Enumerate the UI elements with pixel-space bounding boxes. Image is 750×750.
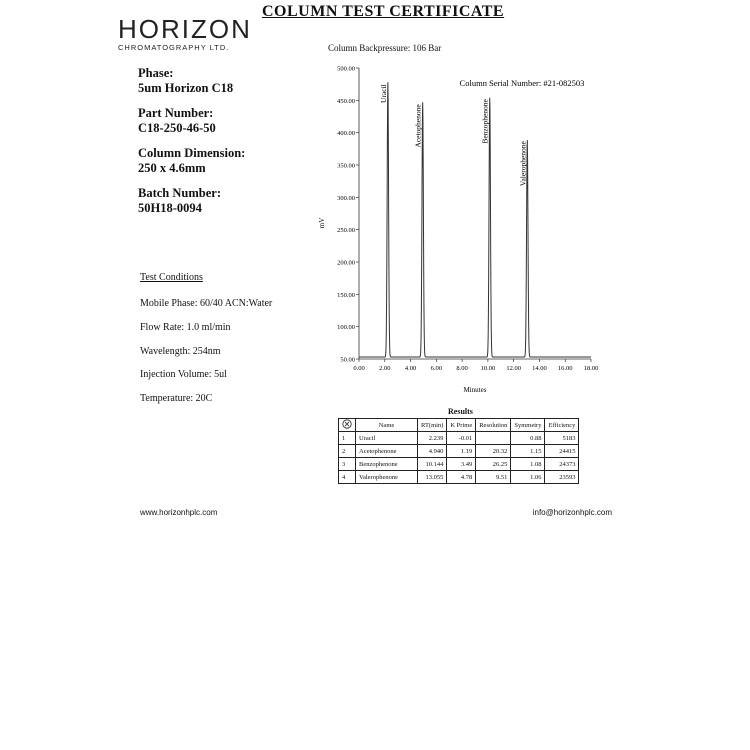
cell-index: 1	[339, 432, 356, 445]
company-logo	[118, 14, 252, 52]
cell-index: 3	[339, 458, 356, 471]
column-header-name: Name	[356, 419, 418, 432]
cell-kprime: 1.19	[447, 445, 476, 458]
x-tick-label: 8.00	[456, 365, 468, 372]
condition-flow-rate: Flow Rate: 1.0 ml/min	[140, 322, 231, 333]
cell-kprime: 4.78	[447, 471, 476, 484]
cell-symmetry: 1.15	[511, 445, 545, 458]
cell-index: 4	[339, 471, 356, 484]
cell-symmetry: 0.88	[511, 432, 545, 445]
x-tick-label: 6.00	[430, 365, 443, 372]
spec-label: Batch Number:	[138, 186, 221, 200]
column-backpressure: Column Backpressure: 106 Bar	[328, 43, 442, 53]
spec-column-dimension	[138, 146, 245, 176]
spec-label: Part Number:	[138, 106, 214, 120]
peak-label: Valerophenone	[518, 141, 528, 187]
x-tick-label: 4.00	[404, 365, 417, 372]
logo-mark-icon	[342, 419, 352, 429]
cell-efficiency: 24373	[545, 458, 579, 471]
chart-x-ticks	[353, 359, 598, 372]
y-tick-label: 350.00	[337, 162, 355, 170]
y-tick-label: 450.00	[337, 97, 355, 105]
table-row	[339, 458, 579, 471]
row-number-header	[339, 419, 356, 432]
spec-label: Phase:	[138, 66, 174, 80]
cell-kprime: -0.01	[447, 432, 476, 445]
x-tick-label: 10.00	[480, 365, 496, 372]
column-header-rt: RT(min)	[418, 419, 447, 432]
cell-kprime: 3.49	[447, 458, 476, 471]
y-tick-label: 250.00	[337, 227, 355, 235]
cell-resolution: 26.25	[476, 458, 511, 471]
column-header-symmetry: Symmetry	[511, 419, 545, 432]
column-header-efficiency: Efficiency	[545, 419, 579, 432]
spec-value: 250 x 4.6mm	[138, 161, 206, 175]
test-conditions-heading: Test Conditions	[140, 272, 203, 283]
x-tick-label: 2.00	[379, 365, 391, 372]
chart-axes	[359, 68, 591, 359]
cell-rt: 10.144	[418, 458, 447, 471]
y-tick-label: 200.00	[337, 259, 355, 267]
logo-wordmark: HORIZON	[118, 14, 252, 44]
footer-website[interactable]: www.horizonhplc.com	[140, 508, 218, 517]
table-row	[339, 471, 579, 484]
table-header-row	[339, 419, 579, 432]
cell-rt: 2.239	[418, 432, 447, 445]
page-title: COLUMN TEST CERTIFICATE	[262, 3, 505, 20]
spec-batch-number	[138, 186, 221, 216]
x-tick-label: 18.00	[583, 365, 599, 372]
spec-phase	[138, 66, 233, 96]
y-axis-label: mV	[318, 217, 326, 229]
peak-label: Uracil	[378, 84, 388, 103]
results-table	[338, 418, 579, 484]
cell-resolution	[476, 432, 511, 445]
x-tick-label: 16.00	[557, 365, 573, 372]
cell-name: Benzophenone	[356, 458, 418, 471]
peak-label: Benzophenone	[480, 99, 490, 144]
cell-resolution: 20.32	[476, 445, 511, 458]
cell-name: Uracil	[356, 432, 418, 445]
x-tick-label: 0.00	[353, 365, 365, 372]
cell-symmetry: 1.06	[511, 471, 545, 484]
spec-part-number	[138, 106, 216, 136]
x-tick-label: 14.00	[532, 365, 547, 372]
table-row	[339, 432, 579, 445]
cell-name: Acetophenone	[356, 445, 418, 458]
results-title: Results	[448, 407, 473, 416]
peak-label: Acetophenone	[413, 104, 423, 148]
x-axis-label: Minutes	[463, 386, 487, 394]
chromatogram-chart	[300, 58, 610, 398]
condition-injection-volume: Injection Volume: 5ul	[140, 369, 227, 380]
y-tick-label: 150.00	[337, 291, 355, 299]
footer-email[interactable]: info@horizonhplc.com	[532, 508, 612, 517]
spec-value: C18-250-46-50	[138, 121, 216, 135]
y-tick-label: 400.00	[337, 130, 355, 138]
chromatogram-trace	[359, 82, 591, 357]
chart-title: Column Serial Number: #21-082503	[459, 78, 585, 88]
spec-value: 5um Horizon C18	[138, 81, 234, 95]
condition-wavelength: Wavelength: 254nm	[140, 346, 221, 357]
cell-efficiency: 24415	[545, 445, 579, 458]
cell-index: 2	[339, 445, 356, 458]
cell-symmetry: 1.08	[511, 458, 545, 471]
y-tick-label: 500.00	[337, 65, 355, 73]
y-tick-label: 300.00	[337, 194, 355, 202]
condition-mobile-phase: Mobile Phase: 60/40 ACN:Water	[140, 298, 273, 309]
cell-rt: 13.055	[418, 471, 447, 484]
column-header-kprime: K Prime	[447, 419, 476, 432]
x-tick-label: 12.00	[506, 365, 521, 372]
spec-label: Column Dimension:	[138, 146, 246, 160]
peak-labels	[379, 84, 527, 186]
table-row	[339, 445, 579, 458]
cell-rt: 4.940	[418, 445, 447, 458]
y-tick-label: 100.00	[337, 324, 355, 332]
y-tick-label: 50.00	[340, 356, 355, 364]
cell-efficiency: 5183	[545, 432, 579, 445]
column-header-resolution: Resolution	[476, 419, 511, 432]
cell-efficiency: 23593	[545, 471, 579, 484]
cell-resolution: 9.51	[476, 471, 511, 484]
cell-name: Valerophenone	[356, 471, 418, 484]
chart-y-ticks	[337, 66, 359, 364]
spec-value: 50H18-0094	[138, 201, 202, 215]
logo-subtitle: CHROMATOGRAPHY LTD.	[118, 43, 230, 52]
condition-temperature: Temperature: 20C	[140, 393, 213, 404]
